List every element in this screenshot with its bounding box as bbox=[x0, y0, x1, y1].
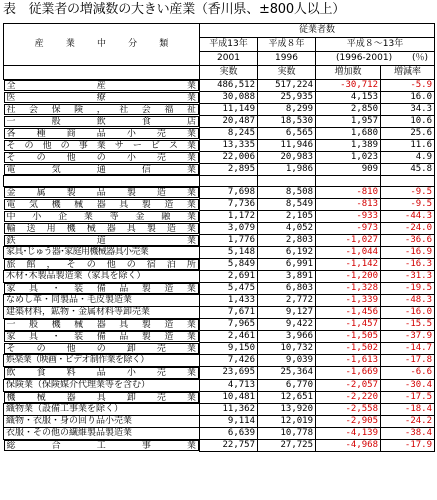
header-row-4 bbox=[4, 66, 435, 80]
change-rate: -5.9 bbox=[381, 80, 435, 92]
change-count: -933 bbox=[316, 211, 381, 223]
change-rate: 4.9 bbox=[381, 152, 435, 164]
industry-name: そ の 他 の 事 業 サ ー ビ ス 業 bbox=[4, 140, 200, 151]
industry-name: 娯楽業（映画・ビデオ制作業を除く） bbox=[4, 355, 200, 367]
change-count: -813 bbox=[316, 199, 381, 211]
separator-cell bbox=[381, 176, 435, 187]
industry-name: 衣服・その他の繊維製品製造業 bbox=[4, 427, 200, 439]
value-2001: 3,079 bbox=[200, 223, 258, 235]
table-row bbox=[4, 235, 435, 247]
change-count: 1,957 bbox=[316, 116, 381, 128]
table-row bbox=[4, 199, 435, 211]
change-rate: -17.5 bbox=[381, 391, 435, 403]
value-2001: 2,461 bbox=[200, 331, 258, 343]
change-rate: 10.6 bbox=[381, 116, 435, 128]
value-1996: 2,105 bbox=[258, 211, 316, 223]
category-header bbox=[4, 24, 200, 66]
value-2001: 9,114 bbox=[200, 415, 258, 427]
change-count: -1,613 bbox=[316, 355, 381, 367]
industry-name: なめし革・同製品・毛皮製造業 bbox=[4, 295, 200, 307]
table-row bbox=[4, 379, 435, 391]
industry-name: 旅 館 ， そ の 他 の 宿 泊 所 bbox=[4, 259, 200, 270]
table-row bbox=[4, 295, 435, 307]
value-1996: 6,991 bbox=[258, 259, 316, 271]
value-1996: 27,725 bbox=[258, 439, 316, 451]
table-row bbox=[4, 152, 435, 164]
change-rate: -18.4 bbox=[381, 403, 435, 415]
value-2001: 7,426 bbox=[200, 355, 258, 367]
change-count: -2,220 bbox=[316, 391, 381, 403]
change-rate: -16.9 bbox=[381, 247, 435, 259]
change-count: -1,669 bbox=[316, 367, 381, 379]
change-count: -1,502 bbox=[316, 343, 381, 355]
value-2001: 1,776 bbox=[200, 235, 258, 247]
change-count: -1,328 bbox=[316, 283, 381, 295]
value-2001: 11,362 bbox=[200, 403, 258, 415]
industry-name: 中 小 企 業 等 金 融 業 bbox=[4, 211, 200, 222]
change-rate: -9.5 bbox=[381, 199, 435, 211]
change-count: -2,558 bbox=[316, 403, 381, 415]
value-2001: 6,639 bbox=[200, 427, 258, 439]
value-1996: 3,966 bbox=[258, 331, 316, 343]
table-row bbox=[4, 128, 435, 140]
change-count: -2,905 bbox=[316, 415, 381, 427]
value-2001: 11,149 bbox=[200, 104, 258, 116]
change-count: 1,023 bbox=[316, 152, 381, 164]
value-2001: 7,736 bbox=[200, 199, 258, 211]
industry-name: 織物・衣服・身の回り品小売業 bbox=[4, 415, 200, 427]
change-rate: -16.3 bbox=[381, 259, 435, 271]
value-1996: 6,803 bbox=[258, 283, 316, 295]
industry-name: そ の 他 の 小 売 業 bbox=[4, 152, 200, 163]
industry-name: 総 合 工 事 業 bbox=[4, 440, 200, 451]
value-2001: 7,698 bbox=[200, 187, 258, 199]
industry-name: 機 械 器 具 卸 売 業 bbox=[4, 392, 200, 403]
value-1996: 8,508 bbox=[258, 187, 316, 199]
value-2001: 9,150 bbox=[200, 343, 258, 355]
industry-name: 医 療 業 bbox=[4, 92, 200, 103]
col-1996-year: 平成８年 bbox=[258, 38, 316, 52]
table-row bbox=[4, 403, 435, 415]
table-row bbox=[4, 355, 435, 367]
separator-cell bbox=[316, 176, 381, 187]
table-row bbox=[4, 259, 435, 271]
value-2001: 22,757 bbox=[200, 439, 258, 451]
change-rate: -6.6 bbox=[381, 367, 435, 379]
value-2001: 7,671 bbox=[200, 307, 258, 319]
industry-name: 保険業（保険媒介代理業等を含む） bbox=[4, 379, 200, 391]
industry-name: 社 会 保 険 ， 社 会 福 祉 bbox=[4, 104, 200, 115]
value-2001: 22,006 bbox=[200, 152, 258, 164]
table-row bbox=[4, 223, 435, 235]
value-2001: 2,691 bbox=[200, 271, 258, 283]
value-2001: 20,487 bbox=[200, 116, 258, 128]
value-2001: 8,245 bbox=[200, 128, 258, 140]
change-count: -1,027 bbox=[316, 235, 381, 247]
table-row bbox=[4, 283, 435, 295]
table-row bbox=[4, 427, 435, 439]
value-2001: 5,148 bbox=[200, 247, 258, 259]
value-2001: 30,088 bbox=[200, 92, 258, 104]
value-1996: 11,946 bbox=[258, 140, 316, 152]
table-row bbox=[4, 271, 435, 283]
change-rate: -36.6 bbox=[381, 235, 435, 247]
value-1996: 18,530 bbox=[258, 116, 316, 128]
value-1996: 3,891 bbox=[258, 271, 316, 283]
value-2001: 7,965 bbox=[200, 319, 258, 331]
table-row bbox=[4, 415, 435, 427]
change-count: 1,389 bbox=[316, 140, 381, 152]
table-row bbox=[4, 367, 435, 379]
sub-header-rate: 増減率 bbox=[381, 66, 435, 80]
industry-name: 鉄 道 業 bbox=[4, 235, 200, 246]
change-rate: -24.2 bbox=[381, 415, 435, 427]
change-count: 4,153 bbox=[316, 92, 381, 104]
change-rate: -16.0 bbox=[381, 307, 435, 319]
change-rate: 25.6 bbox=[381, 128, 435, 140]
change-count: -1,044 bbox=[316, 247, 381, 259]
value-2001: 13,335 bbox=[200, 140, 258, 152]
change-rate: -17.8 bbox=[381, 355, 435, 367]
change-rate: -19.5 bbox=[381, 283, 435, 295]
change-count: -30,712 bbox=[316, 80, 381, 92]
change-rate: -14.7 bbox=[381, 343, 435, 355]
value-2001: 23,695 bbox=[200, 367, 258, 379]
change-rate: 34.3 bbox=[381, 104, 435, 116]
change-rate: 11.6 bbox=[381, 140, 435, 152]
category-spacer bbox=[4, 66, 200, 80]
col-change-range bbox=[316, 38, 435, 52]
change-rate: -30.4 bbox=[381, 379, 435, 391]
col-change-ad bbox=[316, 52, 435, 66]
table-row bbox=[4, 331, 435, 343]
industry-name: 一 般 飲 食 店 bbox=[4, 116, 200, 127]
change-count: -1,457 bbox=[316, 319, 381, 331]
value-2001: 1,172 bbox=[200, 211, 258, 223]
employment-table bbox=[3, 23, 435, 452]
change-rate: 16.0 bbox=[381, 92, 435, 104]
industry-name: 木材･木製品製造業（家具を除く） bbox=[4, 271, 200, 283]
col-change-unit: (％) bbox=[411, 53, 429, 63]
industry-name: 全 産 業 bbox=[4, 80, 200, 91]
value-1996: 10,778 bbox=[258, 427, 316, 439]
value-1996: 12,019 bbox=[258, 415, 316, 427]
change-rate: -24.0 bbox=[381, 223, 435, 235]
change-count: -4,139 bbox=[316, 427, 381, 439]
industry-name: そ の 他 の 卸 売 業 bbox=[4, 343, 200, 354]
industry-name: 家 具 ・ 装 備 品 製 造 業 bbox=[4, 283, 200, 294]
table-row bbox=[4, 140, 435, 152]
table-row bbox=[4, 164, 435, 176]
value-1996: 12,651 bbox=[258, 391, 316, 403]
industry-name: 織物業（設備工事業を除く） bbox=[4, 403, 200, 415]
value-2001: 2,895 bbox=[200, 164, 258, 176]
value-1996: 9,039 bbox=[258, 355, 316, 367]
value-2001: 486,512 bbox=[200, 80, 258, 92]
change-rate: -17.9 bbox=[381, 439, 435, 451]
value-1996: 6,565 bbox=[258, 128, 316, 140]
separator-cell bbox=[258, 176, 316, 187]
value-2001: 1,433 bbox=[200, 295, 258, 307]
table-row bbox=[4, 116, 435, 128]
industry-name: 飲 食 料 品 小 売 業 bbox=[4, 367, 200, 378]
change-count: -4,968 bbox=[316, 439, 381, 451]
change-rate: -48.3 bbox=[381, 295, 435, 307]
change-count: -1,142 bbox=[316, 259, 381, 271]
industry-name: 家具･じゅう器･家庭用機械器具小売業 bbox=[4, 247, 200, 259]
table-row bbox=[4, 343, 435, 355]
value-1996: 2,772 bbox=[258, 295, 316, 307]
sub-header-1996: 実数 bbox=[258, 66, 316, 80]
table-row bbox=[4, 104, 435, 116]
value-1996: 25,364 bbox=[258, 367, 316, 379]
col-change-ad-label: (1996-2001) bbox=[336, 53, 393, 63]
change-count: -1,456 bbox=[316, 307, 381, 319]
table-row bbox=[4, 439, 435, 451]
category-header-label: 産 業 中 分 類 bbox=[34, 39, 169, 49]
value-1996: 20,983 bbox=[258, 152, 316, 164]
value-1996: 517,224 bbox=[258, 80, 316, 92]
industry-name: 電 気 通 信 業 bbox=[4, 164, 200, 175]
industry-name: 一 般 機 械 器 具 製 造 業 bbox=[4, 319, 200, 330]
value-1996: 8,299 bbox=[258, 104, 316, 116]
col-change-range-label: 平成８～13年 bbox=[346, 39, 404, 49]
change-count: 2,850 bbox=[316, 104, 381, 116]
table-row bbox=[4, 391, 435, 403]
change-count: -1,200 bbox=[316, 271, 381, 283]
value-1996: 4,052 bbox=[258, 223, 316, 235]
header-row-1 bbox=[4, 24, 435, 38]
col-2001-ad: 2001 bbox=[200, 52, 258, 66]
value-2001: 4,713 bbox=[200, 379, 258, 391]
col-1996-ad: 1996 bbox=[258, 52, 316, 66]
table-row bbox=[4, 247, 435, 259]
value-1996: 1,986 bbox=[258, 164, 316, 176]
table-row bbox=[4, 80, 435, 92]
col-2001-year: 平成13年 bbox=[200, 38, 258, 52]
table-row bbox=[4, 92, 435, 104]
value-1996: 6,192 bbox=[258, 247, 316, 259]
change-count: -973 bbox=[316, 223, 381, 235]
table-row bbox=[4, 211, 435, 223]
change-count: -810 bbox=[316, 187, 381, 199]
sub-header-2001: 実数 bbox=[200, 66, 258, 80]
sub-header-diff: 増加数 bbox=[316, 66, 381, 80]
value-1996: 2,803 bbox=[258, 235, 316, 247]
table-row bbox=[4, 307, 435, 319]
change-count: -1,505 bbox=[316, 331, 381, 343]
separator-cell bbox=[4, 176, 200, 187]
industry-name: 輸 送 用 機 械 器 具 製 造 業 bbox=[4, 223, 200, 234]
value-1996: 6,770 bbox=[258, 379, 316, 391]
separator-row bbox=[4, 176, 435, 187]
page-title: 表 従業者の増減数の大きい産業（香川県、±800人以上） bbox=[3, 2, 346, 17]
value-2001: 5,475 bbox=[200, 283, 258, 295]
table-row bbox=[4, 319, 435, 331]
change-rate: -15.5 bbox=[381, 319, 435, 331]
value-1996: 13,920 bbox=[258, 403, 316, 415]
table-row bbox=[4, 187, 435, 199]
change-count: -2,057 bbox=[316, 379, 381, 391]
change-count: 909 bbox=[316, 164, 381, 176]
industry-name: 各 種 商 品 小 売 業 bbox=[4, 128, 200, 139]
industry-name: 建築材料，鉱物・金属材料等卸売業 bbox=[4, 307, 200, 319]
change-rate: 45.8 bbox=[381, 164, 435, 176]
value-1996: 25,935 bbox=[258, 92, 316, 104]
change-rate: -38.4 bbox=[381, 427, 435, 439]
value-2001: 10,481 bbox=[200, 391, 258, 403]
value-1996: 9,127 bbox=[258, 307, 316, 319]
industry-name: 金 属 製 品 製 造 業 bbox=[4, 187, 200, 198]
value-1996: 9,422 bbox=[258, 319, 316, 331]
value-1996: 8,549 bbox=[258, 199, 316, 211]
value-1996: 10,732 bbox=[258, 343, 316, 355]
value-2001: 5,849 bbox=[200, 259, 258, 271]
separator-cell bbox=[200, 176, 258, 187]
change-rate: -31.3 bbox=[381, 271, 435, 283]
change-count: 1,680 bbox=[316, 128, 381, 140]
employees-group-header: 従業者数 bbox=[200, 24, 435, 38]
change-rate: -44.3 bbox=[381, 211, 435, 223]
change-rate: -9.5 bbox=[381, 187, 435, 199]
change-rate: -37.9 bbox=[381, 331, 435, 343]
industry-name: 家 具 ・ 装 備 品 製 造 業 bbox=[4, 331, 200, 342]
industry-name: 電 気 機 械 器 具 製 造 業 bbox=[4, 199, 200, 210]
change-count: -1,339 bbox=[316, 295, 381, 307]
